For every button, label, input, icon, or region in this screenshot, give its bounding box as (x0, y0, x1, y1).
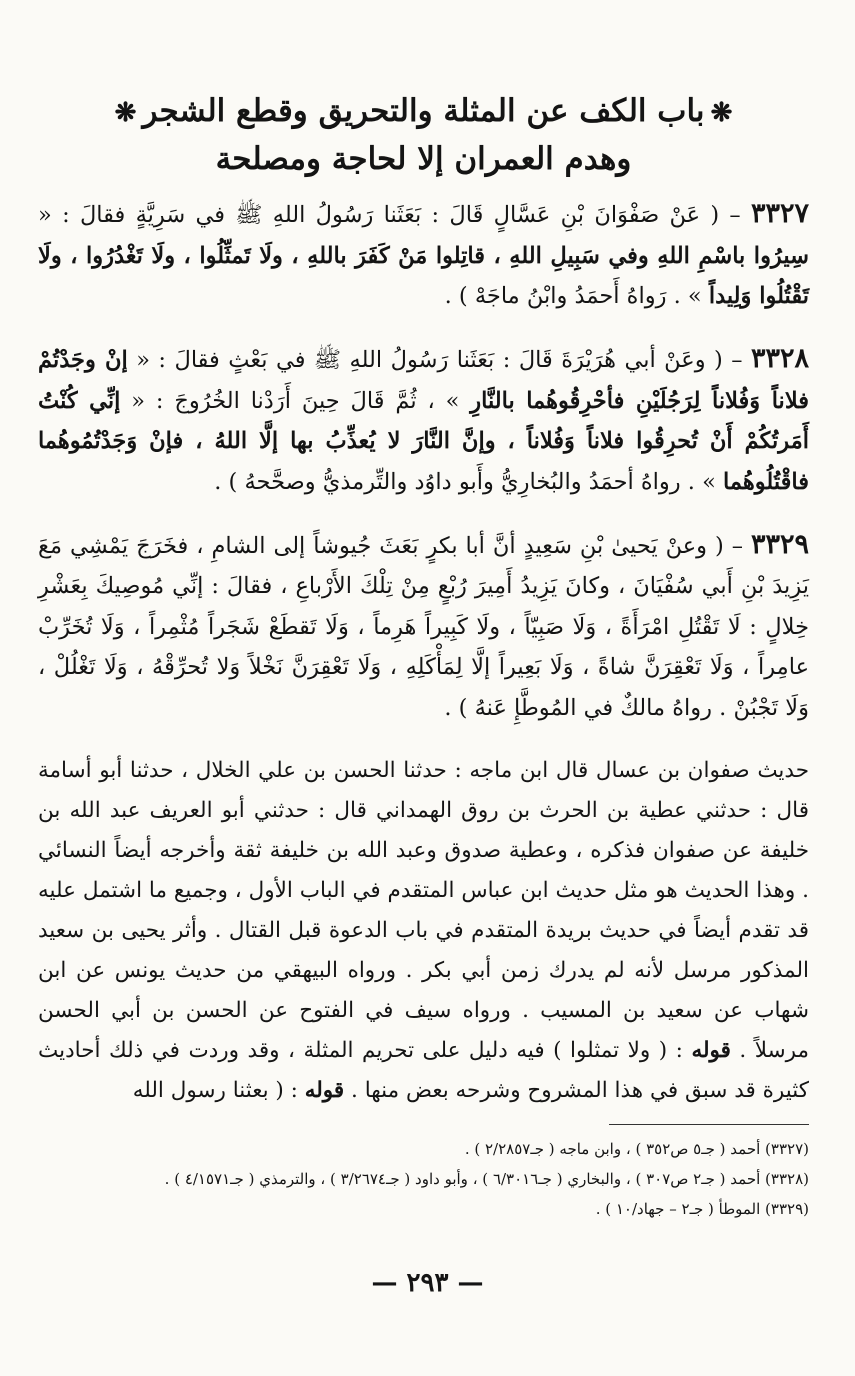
hadith-number: ٣٣٢٧ (750, 198, 809, 229)
hadith-3329 (38, 525, 809, 729)
hadith-text: » ، ثُمَّ قَالَ حِينَ أَرَدْنا الخُرُوجَ : « (120, 387, 471, 414)
hadith-text-bold: إنِّي كُنْتُ أَمَرتُكُمْ أَنْ تُحرِقُوا فلاناً وَفُلاناً ، وإنَّ النَّارَ لا يُعذِّبُ بها إلَّا اللهُ ، فإنْ وَجَدْتُمُوهُما فاقْتُلُوهُما (38, 387, 809, 495)
ornament-star-icon: ❋ (710, 98, 733, 128)
footnote-3329: (٣٣٢٩) الموطأ ( جـ٢ – جهاد/١٠ ) . (595, 1200, 809, 1218)
hadith-text: – ( وعنْ يَحيىٰ بْنِ سَعِيدٍ أنَّ أبا بكرٍ بَعَثَ جُيوشاً إلى الشامِ ، فخَرَجَ يَمْشِي مَعَ يَزِيدَ بْنِ أَبي سُفْيَانَ ، وكانَ يَزِيدُ أَمِيرَ رُبْعٍ مِنْ تِلْكَ الأَرْباعِ ، فقالَ : إنِّي مُوصِيكَ بِعَشْرِ خِلالٍ : لَا تَقْتُلِ امْرَأَةً ، وَلَا صَبِيّاً ، ولَا كَبِيراً هَرِماً ، وَلَا تَقطَعْ شَجَراً مُثْمِراً ، وَلَا تُخَرِّبْ عامِراً ، وَلَا تَعْقِرَنَّ شاةً ، وَلَا بَعِيراً إلَّا لِمَأْكَلِهِ ، وَلَا تَعْقِرَنَّ نَخْلاً وَلا تُحرِّقْهُ ، وَلَا تَغْلُلْ ، وَلَا تَجْبُنْ . رواهُ مالكٌ في المُوطَّإِ عَنهُ ) . (38, 532, 809, 721)
commentary (38, 751, 809, 1111)
hadith-3327 (38, 194, 809, 317)
hadith-text: – ( وعَنْ أبي هُرَيْرَةَ قَالَ : بَعَثَنا رَسُولُ اللهِ ﷺ في بَعْثٍ فقالَ : « (127, 347, 751, 373)
footnote-divider (609, 1124, 809, 1125)
hadith-text-bold: سِيرُوا باسْمِ اللهِ وفي سَبِيلِ اللهِ ، قاتِلوا مَنْ كَفَرَ باللهِ ، ولَا تَمثِّلُوا ، ولَا تَغْدُرُوا ، ولَا تَقْتُلُوا وَلِيداً (38, 242, 809, 309)
ornament-star-icon: ❋ (114, 98, 137, 128)
chapter-title-line2: وهدم العمران إلا لحاجة ومصلحة (215, 141, 632, 177)
commentary-text: : ( بعثنا رسول الله (132, 1077, 305, 1103)
hadith-list (38, 194, 809, 728)
commentary-keyword: قوله (304, 1077, 345, 1103)
footnote-3328: (٣٣٢٨) أحمد ( جـ٢ ص٣٠٧ ) ، والبخاري ( جـ٦/٣٠١٦ ) ، وأبو داود ( جـ٣/٢٦٧٤ ) ، والترمذي ( جـ٤/١٥٧١ ) . (164, 1170, 809, 1188)
commentary-text: : ( ولا تمثلوا ) فيه دليل على تحريم المثلة ، وقد وردت في ذلك أحاديث كثيرة قد سبق في هذا المشروح وشرحه بعض منها . (38, 1037, 809, 1103)
hadith-text: – ( عَنْ صَفْوَانَ بْنِ عَسَّالٍ قَالَ : بَعَثَنا رَسُولُ اللهِ ﷺ في سَرِيَّةٍ فقالَ : « (38, 202, 751, 228)
hadith-3328 (38, 339, 809, 502)
footnotes (38, 1136, 809, 1226)
commentary-keyword: قوله (691, 1037, 731, 1063)
hadith-number: ٣٣٢٨ (751, 343, 810, 374)
chapter-title (38, 88, 809, 182)
hadith-text: » . رواهُ أحمَدُ والبُخارِيُّ وأَبو داوُد والتِّرمذيُّ وصحَّحهُ ) . (214, 468, 724, 495)
page-number: — ٢٩٣ — (371, 1268, 484, 1298)
hadith-text: » . رَواهُ أَحمَدُ وابْنُ ماجَهْ ) . (444, 283, 709, 309)
footnote-3327: (٣٣٢٧) أحمد ( جـ٥ ص٣٥٢ ) ، وابن ماجه ( جـ٢/٢٨٥٧ ) . (464, 1140, 809, 1158)
commentary-text: حديث صفوان بن عسال قال ابن ماجه : حدثنا الحسن بن علي الخلال ، حدثنا أبو أسامة قال : حدثني عطية بن الحرث بن روق الهمداني قال : حدثني أبو العريف عبد الله بن خليفة عن صفوان فذكره ، وعطية صدوق وعبد الله بن خليفة ثقة وأخرجه أيضاً النسائي . وهذا الحديث هو مثل حديث ابن عباس المتقدم في الباب الأول ، وجميع ما اشتمل عليه قد تقدم أيضاً في حديث بريدة المتقدم في باب الدعوة قبل القتال . وأثر يحيى بن سعيد المذكور مرسل لأنه لم يدرك زمن أبي بكر . ورواه البيهقي من حديث يونس عن ابن شهاب عن سعيد بن المسيب . ورواه سيف في الفتوح عن الحسن بن أبي الحسن مرسلاً . (38, 757, 809, 1063)
hadith-number: ٣٣٢٩ (750, 528, 809, 560)
chapter-title-line1: باب الكف عن المثلة والتحريق وقطع الشجر (142, 93, 705, 129)
hadith-text-bold: إنْ وجَدْتُمْ فلاناً وَفُلاناً لِرَجُلَيْنِ فأحْرِقُوهُما بالنَّارِ (38, 347, 809, 414)
